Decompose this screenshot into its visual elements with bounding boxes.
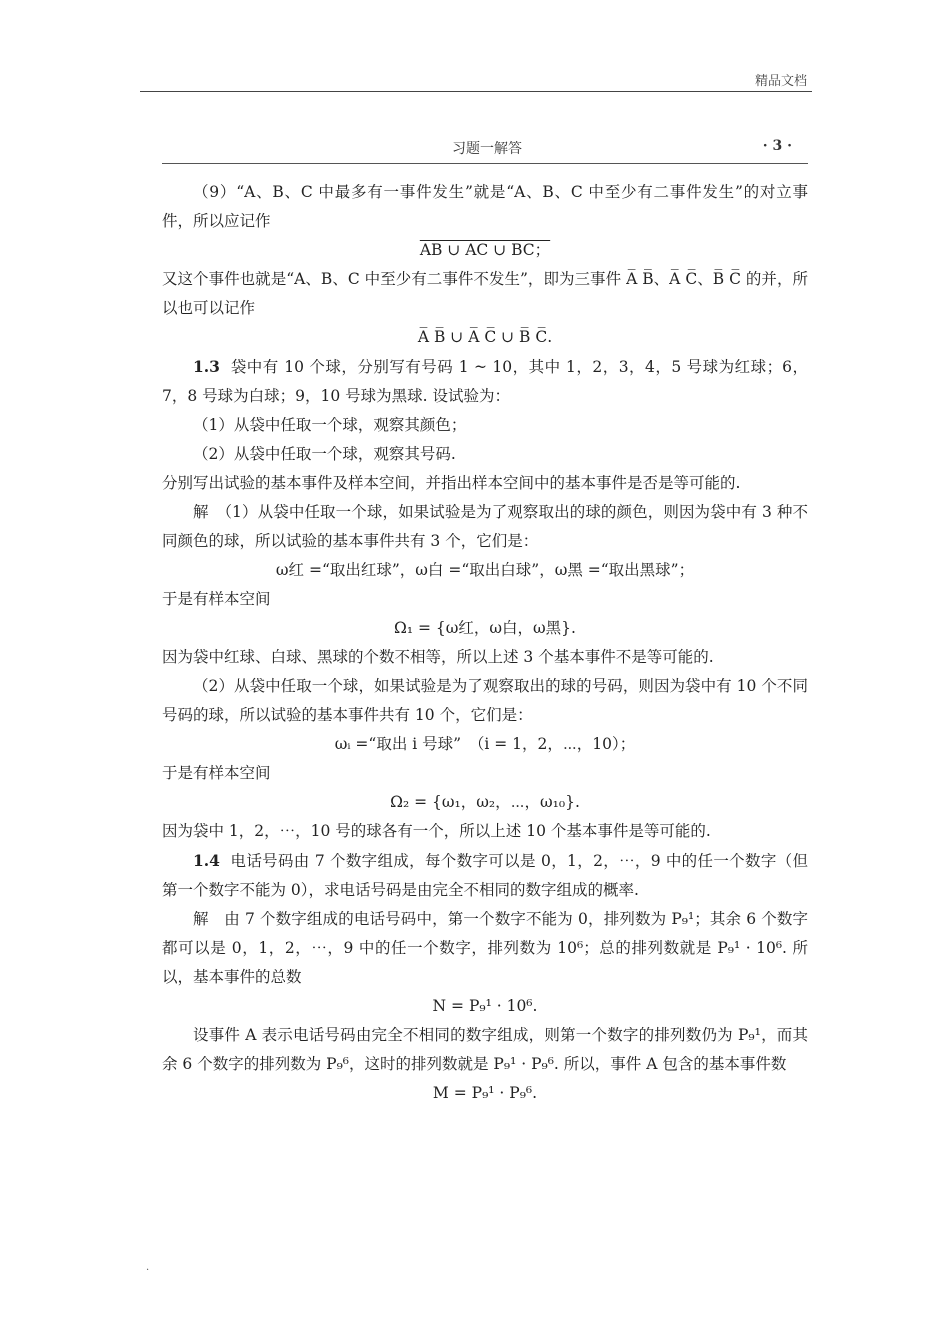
running-head (162, 138, 808, 158)
solution-4: 设事件 A 表示电话号码由完全不相同的数字组成，则第一个数字的排列数仍为 P₉¹，而其余 6 个数字的排列数为 P₉⁶，这时的排列数就是 P₉¹ · P₉⁶. 所以，事件 A 包含的基本事件数 (162, 1026, 808, 1073)
problem-1-3-number: 1.3 (193, 357, 220, 376)
problem-1-3-item-1: （1）从袋中任取一个球，观察其颜色； (193, 416, 467, 434)
paragraph-9-more: 又这个事件也就是“A、B、C 中至少有二事件不发生”，即为三事件 A̅ B̅、A̅ C̅、B̅ C̅ 的并，所以也可以记作 (162, 270, 808, 317)
solution-2-sample-space-intro: 于是有样本空间 (162, 764, 271, 782)
problem-1-3 (162, 352, 808, 411)
equation-7: N = P₉¹ · 10⁶. (432, 997, 538, 1015)
watermark-text: 精品文档 (754, 74, 807, 89)
problem-1-3-text: 袋中有 10 个球，分别写有号码 1 ~ 10，其中 1，2，3，4，5 号球为红球；6，7，8 号球为白球；9，10 号球为黑球. 设试验为： (162, 358, 808, 405)
running-head-title: 习题一解答 (452, 141, 522, 157)
problem-1-4 (162, 846, 808, 905)
solution-3: 解 由 7 个数字组成的电话号码中，第一个数字不能为 0，排列数为 P₉¹；其余 6 个数字都可以是 0，1，2，⋯，9 中的任一个数字，排列数为 10⁶；总的排列数就是 P₉¹ · 10⁶. 所以，基本事件的总数 (162, 910, 808, 986)
solution-1-part-1: 解 （1）从袋中任取一个球，如果试验是为了观察取出的球的颜色，则因为袋中有 3 种不同颜色的球，所以试验的基本事件共有 3 个，它们是： (162, 503, 808, 550)
equation-3: ω红 =“取出红球”，ω白 =“取出白球”，ω黑 =“取出黑球”； (275, 561, 695, 579)
solution-2-part-1: （2）从袋中任取一个球，如果试验是为了观察取出的球的号码，则因为袋中有 10 个不同号码的球，所以试验的基本事件共有 10 个，它们是： (162, 677, 808, 724)
equation-6: Ω₂ = {ω₁，ω₂，⋯，ω₁₀}. (390, 793, 580, 811)
equation-5: ωᵢ =“取出 i 号球” （i = 1，2，⋯，10）； (334, 735, 636, 753)
page-content (162, 178, 808, 1108)
header-rule (162, 163, 808, 164)
solution-1-sample-space-intro: 于是有样本空间 (162, 590, 271, 608)
footer-mark: . (146, 1262, 150, 1273)
solution-2-conclusion: 因为袋中 1，2，⋯，10 号的球各有一个，所以上述 10 个基本事件是等可能的. (162, 822, 711, 840)
paragraph-9-intro: （9）“A、B、C 中最多有一事件发生”就是“A、B、C 中至少有二事件发生”的对立事件，所以应记作 (162, 183, 808, 230)
problem-1-4-text: 电话号码由 7 个数字组成，每个数字可以是 0，1，2，⋯，9 中的任一个数字（但第一个数字不能为 0），求电话号码是由完全不相同的数字组成的概率. (162, 852, 808, 899)
equation-4: Ω₁ = {ω红，ω白，ω黑}. (394, 619, 576, 637)
page-number: · 3 · (762, 138, 792, 154)
equation-2: A̅ B̅ ∪ A̅ C̅ ∪ B̅ C̅. (417, 328, 553, 346)
top-rule (140, 91, 812, 92)
problem-1-3-question: 分别写出试验的基本事件及样本空间，并指出样本空间中的基本事件是否是等可能的. (162, 474, 741, 492)
problem-1-4-number: 1.4 (193, 851, 220, 870)
equation-8: M = P₉¹ · P₉⁶. (432, 1084, 538, 1102)
problem-1-3-item-2: （2）从袋中任取一个球，观察其号码. (193, 445, 456, 463)
solution-1-conclusion: 因为袋中红球、白球、黑球的个数不相等，所以上述 3 个基本事件不是等可能的. (162, 648, 714, 666)
equation-1: AB ∪ AC ∪ BC； (419, 241, 551, 259)
